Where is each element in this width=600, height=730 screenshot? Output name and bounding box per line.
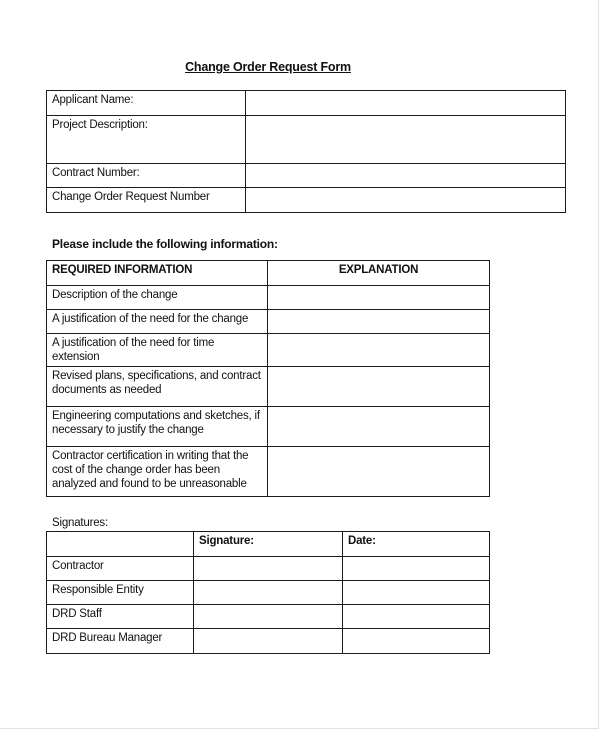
project-description-field[interactable]: [246, 116, 566, 164]
required-item: A justification of the need for time extension: [47, 334, 268, 367]
table-row: [47, 581, 490, 605]
explanation-field[interactable]: [268, 334, 490, 367]
applicant-name-field[interactable]: [246, 91, 566, 116]
required-item: Engineering computations and sketches, if necessary to justify the change: [47, 407, 268, 447]
role-header: [47, 532, 194, 557]
info-heading: Please include the following information:: [52, 237, 278, 251]
signatory-role: Contractor: [47, 557, 194, 581]
form-title: Change Order Request Form: [185, 60, 351, 74]
table-row: [47, 557, 490, 581]
contract-number-field[interactable]: [246, 164, 566, 188]
table-row: [47, 164, 566, 188]
table-row: [47, 91, 566, 116]
date-header: Date:: [343, 532, 490, 557]
change-order-request-number-field[interactable]: [246, 188, 566, 213]
explanation-field[interactable]: [268, 407, 490, 447]
required-item: Contractor certification in writing that the cost of the change order has been analyzed and found to be unreasonable: [47, 447, 268, 497]
required-information-table: [46, 260, 490, 497]
signatory-role: DRD Bureau Manager: [47, 629, 194, 654]
table-row: [47, 367, 490, 407]
applicant-name-label: Applicant Name:: [47, 91, 246, 116]
table-row: [47, 286, 490, 310]
signature-table: [46, 531, 490, 654]
explanation-field[interactable]: [268, 447, 490, 497]
table-row: [47, 629, 490, 654]
signature-field[interactable]: [194, 605, 343, 629]
signature-field[interactable]: [194, 581, 343, 605]
signatures-heading: Signatures:: [52, 517, 108, 529]
table-row: [47, 407, 490, 447]
required-item: Description of the change: [47, 286, 268, 310]
required-item: Revised plans, specifications, and contract documents as needed: [47, 367, 268, 407]
explanation-field[interactable]: [268, 310, 490, 334]
signature-header: Signature:: [194, 532, 343, 557]
project-description-label: Project Description:: [47, 116, 246, 164]
table-header-row: [47, 532, 490, 557]
explanation-field[interactable]: [268, 286, 490, 310]
table-row: [47, 334, 490, 367]
date-field[interactable]: [343, 605, 490, 629]
table-header-row: [47, 261, 490, 286]
date-field[interactable]: [343, 629, 490, 654]
table-row: [47, 310, 490, 334]
date-field[interactable]: [343, 581, 490, 605]
signature-field[interactable]: [194, 629, 343, 654]
required-item: A justification of the need for the change: [47, 310, 268, 334]
table-row: [47, 116, 566, 164]
signature-field[interactable]: [194, 557, 343, 581]
applicant-details-table: [46, 90, 566, 213]
table-row: [47, 447, 490, 497]
date-field[interactable]: [343, 557, 490, 581]
signatory-role: DRD Staff: [47, 605, 194, 629]
required-information-header: REQUIRED INFORMATION: [47, 261, 268, 286]
explanation-field[interactable]: [268, 367, 490, 407]
signatory-role: Responsible Entity: [47, 581, 194, 605]
table-row: [47, 605, 490, 629]
contract-number-label: Contract Number:: [47, 164, 246, 188]
table-row: [47, 188, 566, 213]
explanation-header: EXPLANATION: [268, 261, 490, 286]
change-order-request-number-label: Change Order Request Number: [47, 188, 246, 213]
